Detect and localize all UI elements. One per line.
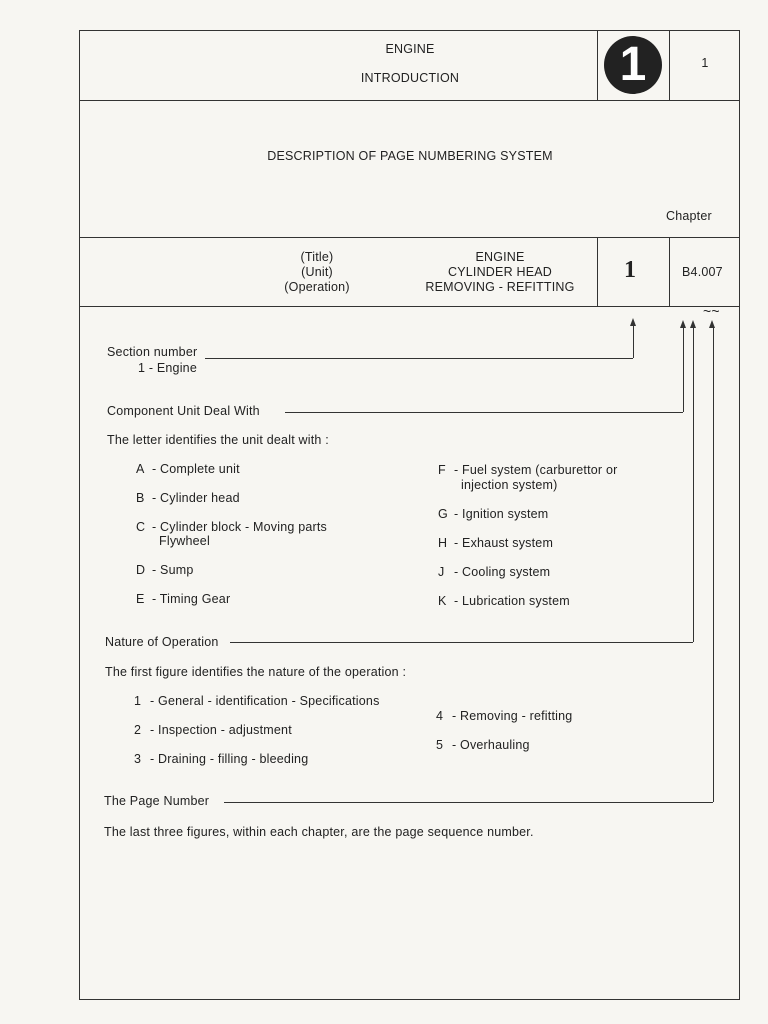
component-right-text-g: - Ignition system [454, 507, 549, 521]
example-col-divider-2 [669, 237, 670, 306]
component-right-letter-h: H [438, 536, 448, 550]
tilde-mark: ~~ [703, 303, 720, 319]
component-left-text-a: - Complete unit [152, 462, 240, 476]
component-right-letter-k: K [438, 594, 447, 608]
example-label-title: (Title) [300, 250, 334, 264]
page-heading: DESCRIPTION OF PAGE NUMBERING SYSTEM [267, 149, 553, 163]
chapter-label: Chapter [666, 209, 712, 223]
operation-right-num-4: 4 [436, 709, 444, 723]
component-intro: The letter identifies the unit dealt with : [107, 433, 329, 447]
arrow-component [680, 320, 686, 328]
operation-left-text-2: - Inspection - adjustment [150, 723, 292, 737]
arrow-page [709, 320, 715, 328]
component-left-text-e: - Timing Gear [152, 592, 231, 606]
component-leader-vertical [683, 328, 684, 412]
example-col-divider-1 [597, 237, 598, 306]
example-label-operation: (Operation) [284, 280, 350, 294]
operation-intro: The first figure identifies the nature of the operation : [105, 665, 407, 679]
component-left-text-d: - Sump [152, 563, 194, 577]
operation-leader-vertical [693, 328, 694, 642]
component-left-letter-b: B [136, 491, 145, 505]
page-frame [79, 30, 740, 1000]
header-subtitle: INTRODUCTION [360, 71, 460, 85]
arrow-operation [690, 320, 696, 328]
operation-left-text-3: - Draining - filling - bleeding [150, 752, 309, 766]
page-number-leader-vertical [713, 328, 714, 802]
operation-right-text-4: - Removing - refitting [452, 709, 573, 723]
component-right-text-h: - Exhaust system [454, 536, 554, 550]
example-value-operation: REMOVING - REFITTING [425, 280, 575, 294]
component-right-text-f2: injection system) [461, 478, 558, 492]
component-left-text-c: - Cylinder block - Moving parts [152, 520, 328, 534]
example-value-title: ENGINE [475, 250, 525, 264]
example-label-unit: (Unit) [301, 265, 333, 279]
component-left-text-c2: Flywheel [159, 534, 210, 548]
section-leader [205, 358, 633, 359]
component-right-text-j: - Cooling system [454, 565, 551, 579]
component-left-text-b: - Cylinder head [152, 491, 240, 505]
header-divider [79, 100, 740, 101]
example-page-code: B4.007 [682, 265, 723, 279]
operation-left-num-3: 3 [134, 752, 142, 766]
operation-left-num-2: 2 [134, 723, 142, 737]
operation-leader [230, 642, 693, 643]
example-top-divider [79, 237, 740, 238]
operation-left-num-1: 1 [134, 694, 142, 708]
component-left-letter-c: C [136, 520, 146, 534]
component-label: Component Unit Deal With [107, 404, 260, 418]
component-right-letter-j: J [438, 565, 445, 579]
component-right-text-k: - Lubrication system [454, 594, 570, 608]
example-bottom-divider [79, 306, 740, 307]
operation-label: Nature of Operation [105, 635, 219, 649]
section-number-item: 1 - Engine [138, 361, 197, 375]
header-col-divider-2 [669, 30, 670, 100]
component-left-letter-e: E [136, 592, 145, 606]
section-number-label: Section number [107, 345, 198, 359]
component-right-text-f: - Fuel system (carburettor or [454, 463, 618, 477]
page-number-text: The last three figures, within each chapter, are the page sequence number. [104, 825, 534, 839]
operation-left-text-1: - General - identification - Specifications [150, 694, 380, 708]
component-right-letter-f: F [438, 463, 446, 477]
section-badge: 1 [604, 36, 662, 94]
operation-right-text-5: - Overhauling [452, 738, 530, 752]
operation-right-num-5: 5 [436, 738, 444, 752]
component-leader [285, 412, 683, 413]
header-page-number: 1 [701, 56, 709, 70]
section-leader-vertical [633, 326, 634, 358]
example-value-unit: CYLINDER HEAD [447, 265, 552, 279]
example-section-number: 1 [624, 257, 636, 283]
header-col-divider-1 [597, 30, 598, 100]
arrow-section [630, 318, 636, 326]
header-title: ENGINE [385, 42, 435, 56]
page-number-label: The Page Number [104, 794, 210, 808]
component-left-letter-d: D [136, 563, 146, 577]
component-right-letter-g: G [438, 507, 448, 521]
component-left-letter-a: A [136, 462, 145, 476]
page-number-leader [224, 802, 713, 803]
